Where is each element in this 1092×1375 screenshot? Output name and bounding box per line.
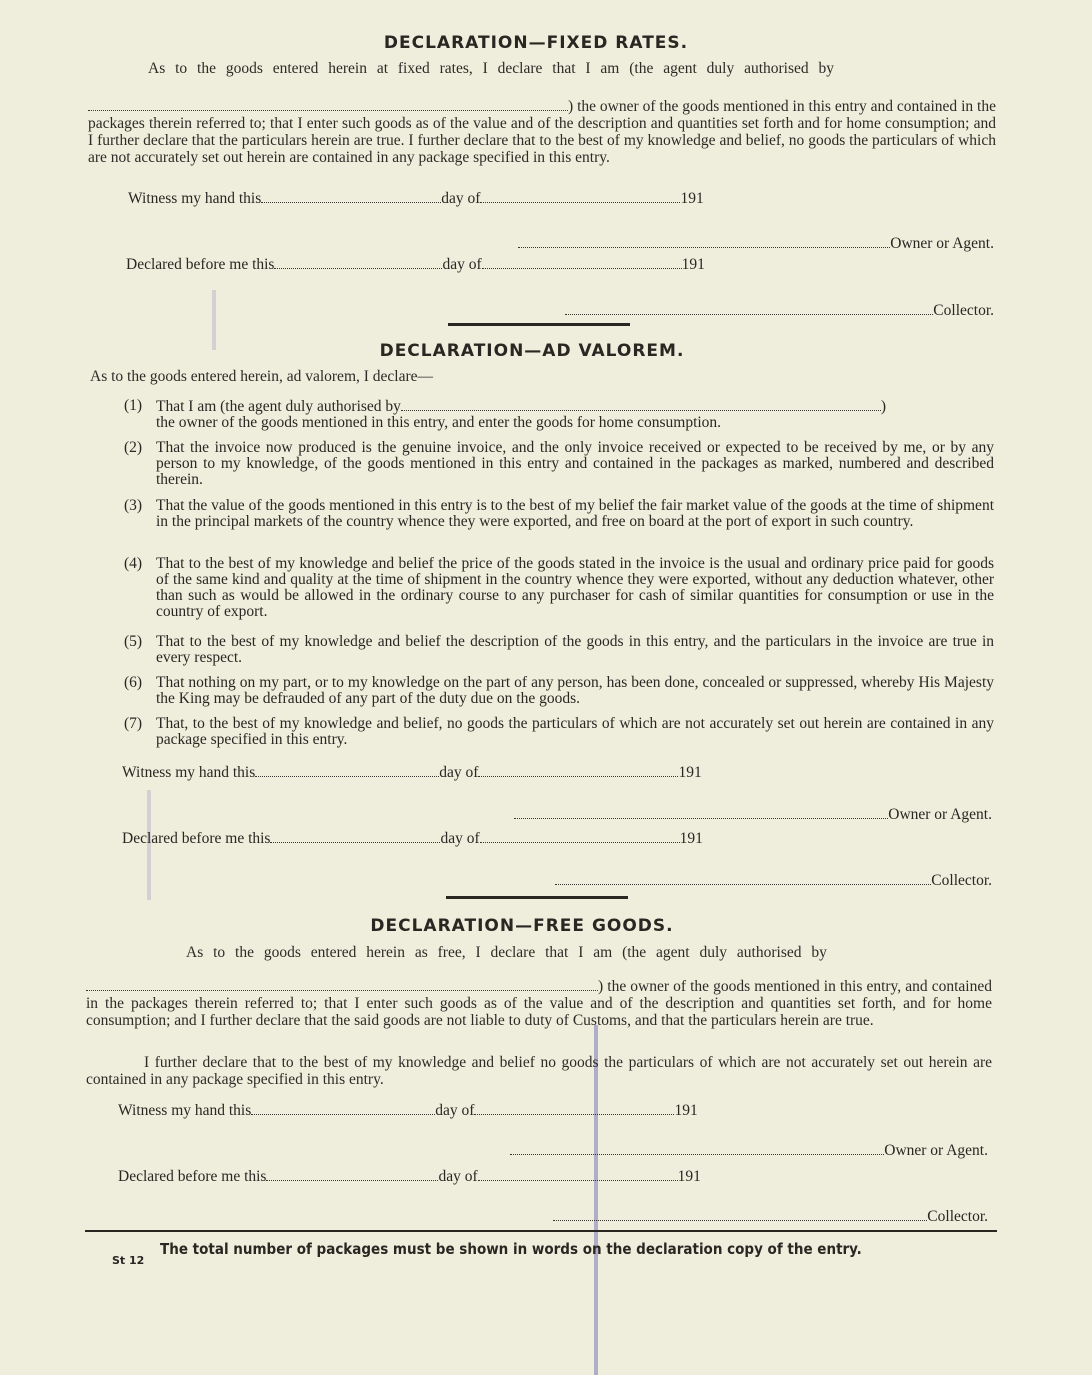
- fixed-witness-row: [128, 190, 704, 208]
- item-number: (6): [124, 674, 143, 691]
- ad-valorem-item-7: [124, 716, 994, 750]
- fixed-rates-para-body: [88, 98, 996, 166]
- ad-valorem-item-6: [124, 675, 994, 709]
- owner-or-agent-label: Owner or Agent.: [884, 1142, 988, 1159]
- ad-valorem-item-2: [124, 440, 994, 490]
- ad-valorem-item-3: [124, 498, 994, 548]
- adval-declared-row: [122, 830, 703, 848]
- free-goods-intro-text: As to the goods entered herein as free, I declare that I am (the agent duly authorised by: [186, 944, 827, 961]
- declared-before-label: Declared before me this: [126, 256, 275, 273]
- month-blank[interactable]: [482, 256, 682, 269]
- item-1-text: That I am (the agent duly authorised by: [156, 398, 401, 415]
- year-label: 191: [674, 1102, 698, 1119]
- declared-date-blank[interactable]: [270, 830, 440, 843]
- item-number: (1): [124, 397, 143, 414]
- collector-label: Collector.: [931, 872, 992, 889]
- fixed-rates-further-text: I further declare that to the best of my knowledge and belief, no goods the particulars of which are not accurately set out herein are contained in any package specified in this entry.: [88, 132, 996, 166]
- witness-date-blank[interactable]: [255, 764, 439, 777]
- day-of-label: day of: [440, 830, 480, 847]
- owner-or-agent-label: Owner or Agent.: [888, 806, 992, 823]
- footer-note: The total number of packages must be shown in words on the declaration copy of the entry.: [160, 1240, 862, 1258]
- day-of-label: day of: [435, 1102, 475, 1119]
- year-label: 191: [681, 256, 705, 273]
- day-of-label: day of: [439, 764, 479, 781]
- free-collector-row: [538, 1208, 988, 1226]
- owner-signature-blank[interactable]: [514, 806, 888, 819]
- witness-label: Witness my hand this: [122, 764, 256, 781]
- free-goods-further-text: I further declare that to the best of my knowledge and belief no goods the particulars of which are not accurately set out herein are contained in any package specified in this entry.: [86, 1054, 992, 1088]
- witness-label: Witness my hand this: [128, 190, 262, 207]
- owner-or-agent-label: Owner or Agent.: [890, 235, 994, 252]
- month-blank[interactable]: [478, 764, 678, 777]
- collector-label: Collector.: [927, 1208, 988, 1225]
- fixed-rates-heading: DECLARATION—FIXED RATES.: [383, 33, 689, 53]
- year-label: 191: [679, 830, 703, 847]
- declared-before-label: Declared before me this: [118, 1168, 267, 1185]
- year-label: 191: [677, 1168, 701, 1185]
- free-declared-row: [118, 1168, 701, 1186]
- free-goods-para-intro: [186, 944, 992, 961]
- item-text: That to the best of my knowledge and belief the price of the goods stated in the invoice is the usual and ordinary price paid for goods of the same kind and quality at the time of shipment in the country whence they were exported, without any deduction whatever, other than such as would be allowed in the ordinary course to any purchaser for cash of similar quantities for consumption or use in the country of export.: [156, 555, 994, 620]
- free-owner-row: [484, 1142, 988, 1160]
- item-text: That, to the best of my knowledge and belief, no goods the particulars of which are not accurately set out herein are contained in any package specified in this entry.: [156, 715, 994, 748]
- day-of-label: day of: [442, 256, 482, 273]
- ad-valorem-item-1: [124, 398, 994, 434]
- collector-signature-blank[interactable]: [555, 872, 931, 885]
- month-blank[interactable]: [480, 830, 680, 843]
- declared-date-blank[interactable]: [274, 256, 442, 269]
- fixed-rates-intro-text: As to the goods entered herein at fixed rates, I declare that I am (the agent duly authorised by: [148, 60, 835, 77]
- collector-label: Collector.: [933, 302, 994, 319]
- ad-valorem-item-4: [124, 556, 994, 626]
- year-label: 191: [680, 190, 704, 207]
- year-label: 191: [678, 764, 702, 781]
- item-text: [156, 398, 994, 431]
- fixed-rates-para-intro: [148, 60, 996, 77]
- owner-signature-blank[interactable]: [510, 1142, 884, 1155]
- month-blank[interactable]: [478, 1168, 678, 1181]
- month-blank[interactable]: [480, 190, 680, 203]
- item-text: That the value of the goods mentioned in this entry is to the best of my belief the fair market value of the goods at the time of shipment in the principal markets of the country whence they were exported, and free on board at the port of export in such country.: [156, 497, 994, 530]
- item-text: That the invoice now produced is the genuine invoice, and the only invoice received or expected to be received by me, or by any person to my knowledge, of the goods mentioned in this entry and contained in the packages as marked, numbered and described therein.: [156, 439, 994, 488]
- witness-date-blank[interactable]: [261, 190, 441, 203]
- item-text: That nothing on my part, or to my knowledge on the part of any person, has been done, concealed or suppressed, whereby His Majesty the King may be defrauded of any part of the duty due on the goods.: [156, 674, 994, 707]
- free-goods-para-body: [86, 978, 992, 1029]
- adval-owner-row: [488, 806, 992, 824]
- declared-date-blank[interactable]: [266, 1168, 438, 1181]
- day-of-label: day of: [438, 1168, 478, 1185]
- item-1-close-paren: ): [880, 398, 887, 415]
- adval-witness-row: [122, 764, 702, 782]
- item-number: (3): [124, 497, 143, 514]
- item-number: (2): [124, 439, 143, 456]
- free-witness-row: [118, 1102, 698, 1120]
- fixed-rates-body-text: ) the owner of the goods mentioned in this entry and contained in the packages therein referred to; that I enter such goods as of the value and of the description and quantities set forth and for home consumption; and I further declare that the particulars herein are true.: [88, 98, 996, 149]
- section-divider: [448, 323, 630, 326]
- ad-valorem-intro: As to the goods entered herein, ad valorem, I declare—: [90, 368, 434, 385]
- item-number: (4): [124, 555, 143, 572]
- ad-valorem-item-5: [124, 634, 994, 668]
- fixed-owner-row: [490, 235, 994, 253]
- month-blank[interactable]: [474, 1102, 674, 1115]
- free-goods-para-further: [86, 1054, 992, 1088]
- owner-signature-blank[interactable]: [518, 235, 890, 248]
- item-text: That to the best of my knowledge and belief the description of the goods in this entry, and the particulars in the invoice are true in every respect.: [156, 633, 994, 666]
- witness-date-blank[interactable]: [251, 1102, 435, 1115]
- item-number: (7): [124, 715, 143, 732]
- fixed-declared-row: [126, 256, 705, 274]
- authorised-by-blank[interactable]: [88, 98, 568, 111]
- ad-valorem-heading: DECLARATION—AD VALOREM.: [379, 341, 685, 361]
- authorised-by-blank[interactable]: [401, 398, 881, 411]
- witness-label: Witness my hand this: [118, 1102, 252, 1119]
- item-number: (5): [124, 633, 143, 650]
- form-number: St 12: [112, 1254, 145, 1267]
- day-of-label: day of: [441, 190, 481, 207]
- fixed-collector-row: [548, 302, 994, 320]
- declared-before-label: Declared before me this: [122, 830, 271, 847]
- free-goods-heading: DECLARATION—FREE GOODS.: [370, 916, 674, 936]
- collector-signature-blank[interactable]: [565, 302, 933, 315]
- adval-collector-row: [540, 872, 992, 890]
- collector-signature-blank[interactable]: [553, 1208, 927, 1221]
- authorised-by-blank[interactable]: [86, 978, 598, 991]
- footer-rule: [85, 1230, 997, 1232]
- section-divider: [446, 896, 628, 899]
- item-1-text-cont: the owner of the goods mentioned in this entry, and enter the goods for home consumption.: [156, 414, 722, 431]
- free-goods-body-text: ) the owner of the goods mentioned in this entry, and contained in the packages therein referred to; that I enter such goods as of the value and of the description and quantities set forth, and for home consumption; and I further declare that the said goods are not liable to duty of Customs, and that the particulars herein are true.: [86, 978, 992, 1029]
